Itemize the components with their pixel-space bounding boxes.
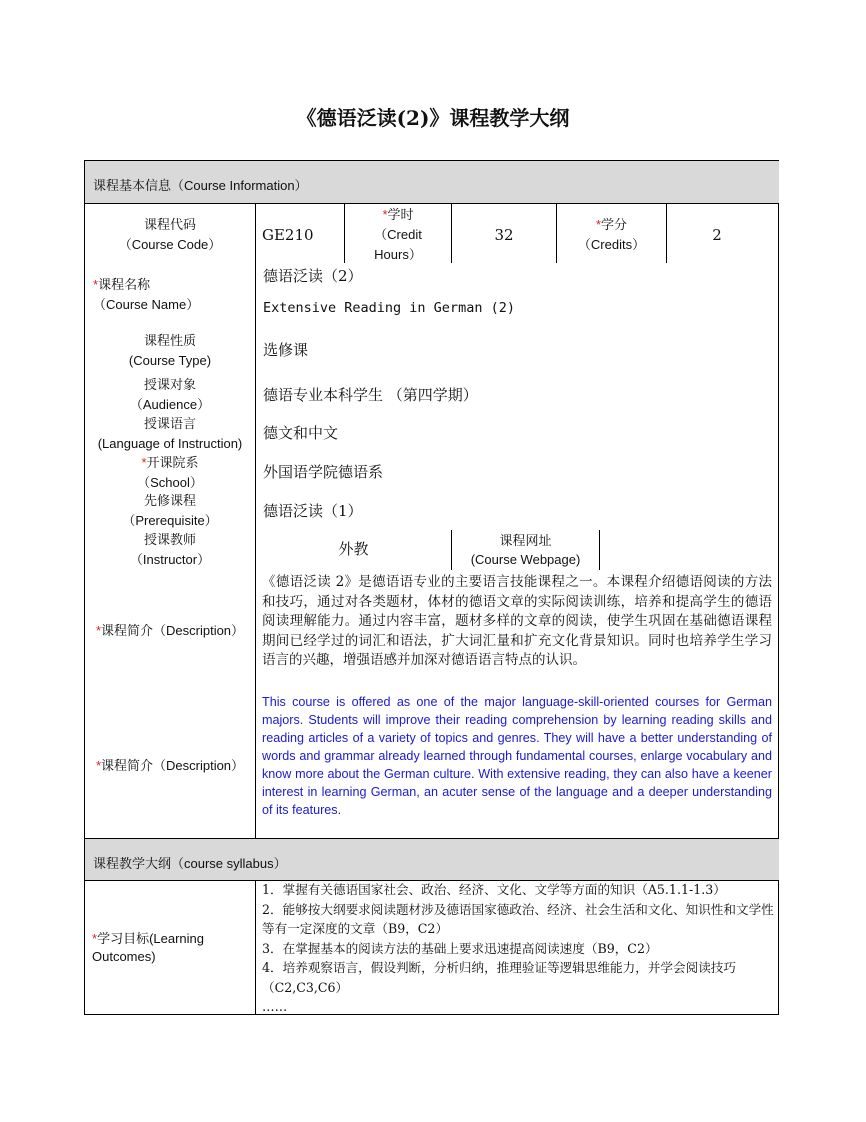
- course-code-value: GE210: [262, 226, 314, 244]
- credits-label: [557, 215, 666, 255]
- language-label: [85, 414, 255, 454]
- label-en: (Course Type): [128, 353, 212, 368]
- divider: [255, 204, 256, 838]
- required-mark: *: [382, 207, 388, 222]
- label-cn: 课程名称: [98, 277, 151, 292]
- course-name-label: [85, 275, 253, 315]
- label-en: (Course Webpage): [470, 552, 581, 567]
- outcomes-label: [92, 930, 242, 966]
- prerequisite-value: 德语泛读（1）: [263, 502, 363, 520]
- divider: [599, 530, 600, 570]
- label-en: （Course Code）: [118, 237, 222, 252]
- label-cn: 学分: [601, 217, 628, 232]
- school-label: [85, 453, 255, 493]
- label-en: （Prerequisite）: [122, 513, 218, 528]
- outcome-item: 1．掌握有关德语国家社会、政治、经济、文化、文学等方面的知识（A5.1.1-1.3）: [262, 882, 726, 897]
- course-type-label: [85, 331, 255, 371]
- label-en: （Course Name）: [93, 297, 200, 312]
- label-cn: 开课院系: [146, 455, 199, 470]
- audience-label: [85, 375, 255, 415]
- label-en: （Audience）: [129, 397, 211, 412]
- outcome-item: 2．能够按大纲要求阅读题材涉及德语国家德政治、经济、社会生活和文化、知识性和文学性等有一定深度的文章（B9，C2）: [262, 901, 774, 936]
- required-mark: *: [141, 455, 147, 470]
- outcome-item: ……: [262, 999, 288, 1014]
- credits-value: 2: [712, 226, 722, 244]
- credit-hours-value: 32: [494, 226, 514, 244]
- audience-value: 德语专业本科学生 （第四学期）: [263, 386, 478, 404]
- label-cn: 先修课程: [143, 493, 196, 508]
- outcomes-list: [262, 880, 774, 1017]
- label-en: (Language of Instruction): [97, 436, 243, 451]
- school-value: 外国语学院德语系: [263, 463, 384, 481]
- label-cn: 课程性质: [143, 333, 196, 348]
- label-cn: 学时: [387, 207, 414, 222]
- instructor-label: [85, 530, 255, 570]
- page-title: 《德语泛读(2)》课程教学大纲: [296, 106, 570, 130]
- course-code-label: [85, 215, 255, 255]
- label-en: （Credits）: [577, 237, 646, 252]
- section-header-syllabus: 课程教学大纲（course syllabus）: [85, 838, 779, 881]
- outcome-item: 4．培养观察语言，假设判断，分析归纳，推理验证等逻辑思维能力，并学会阅读技巧（C2,C3,C6）: [262, 960, 736, 995]
- description-cn-label: [85, 621, 255, 641]
- credit-hours-label: [345, 205, 451, 265]
- label-en: （Credit: [374, 227, 422, 242]
- instructor-value: 外教: [338, 540, 369, 558]
- language-value: 德文和中文: [263, 424, 339, 442]
- label-cn: 课程网址: [499, 533, 552, 548]
- label-en: Hours）: [374, 247, 422, 262]
- course-name-en: Extensive Reading in German (2): [263, 300, 515, 316]
- required-mark: *: [92, 931, 98, 946]
- required-mark: *: [95, 758, 102, 773]
- label-en: （Instructor）: [129, 552, 211, 567]
- label-cn: 授课教师: [143, 532, 196, 547]
- label-en: （School）: [137, 475, 203, 490]
- label-cn: 授课对象: [143, 377, 196, 392]
- label-cn: 授课语言: [143, 416, 196, 431]
- course-name-cn: 德语泛读（2）: [263, 267, 363, 285]
- label-text: 课程简介（Description）: [101, 623, 245, 638]
- label-text: 课程简介（Description）: [101, 758, 245, 773]
- required-mark: *: [93, 277, 99, 292]
- label-text: 学习目标(Learning Outcomes): [92, 931, 204, 964]
- divider: [255, 881, 256, 1015]
- required-mark: *: [95, 623, 102, 638]
- description-cn: 《德语泛读 2》是德语语专业的主要语言技能课程之一。本课程介绍德语阅读的方法和技巧，通过对各类题材，体材的德语文章的实际阅读训练，培养和提高学生的德语阅读理解能力。通过内容丰富，题材多样的文章的阅读，使学生巩固在基础德语课程期间已经学过的词汇和语法，扩大词汇量和扩充文化背景知识。同时也培养学生学习语言的兴趣，增强语感并加深对德语语言特点的认识。: [262, 574, 772, 668]
- outcome-item: 3．在掌握基本的阅读方法的基础上要求迅速提高阅读速度（B9，C2）: [262, 940, 658, 956]
- required-mark: *: [595, 217, 602, 232]
- section-header-course-info: 课程基本信息（Course Information）: [85, 161, 779, 204]
- webpage-label: [452, 531, 599, 569]
- prerequisite-label: [85, 491, 255, 531]
- label-cn: 课程代码: [143, 217, 196, 232]
- description-en-label: [85, 756, 255, 776]
- description-en: This course is offered as one of the major language-skill-oriented courses for German majors. Students will improve their reading comprehension by learning reading skills and reading articles of a variety of topics and genres. They will have a better understanding of words and grammar already learned through fundamental courses, enlarge vocabulary and know more about the German culture. With extensive reading, they can also have a keener interest in learning German, an acuter sense of the language and a deeper understanding of its features.: [262, 695, 772, 817]
- course-type-value: 选修课: [263, 341, 309, 359]
